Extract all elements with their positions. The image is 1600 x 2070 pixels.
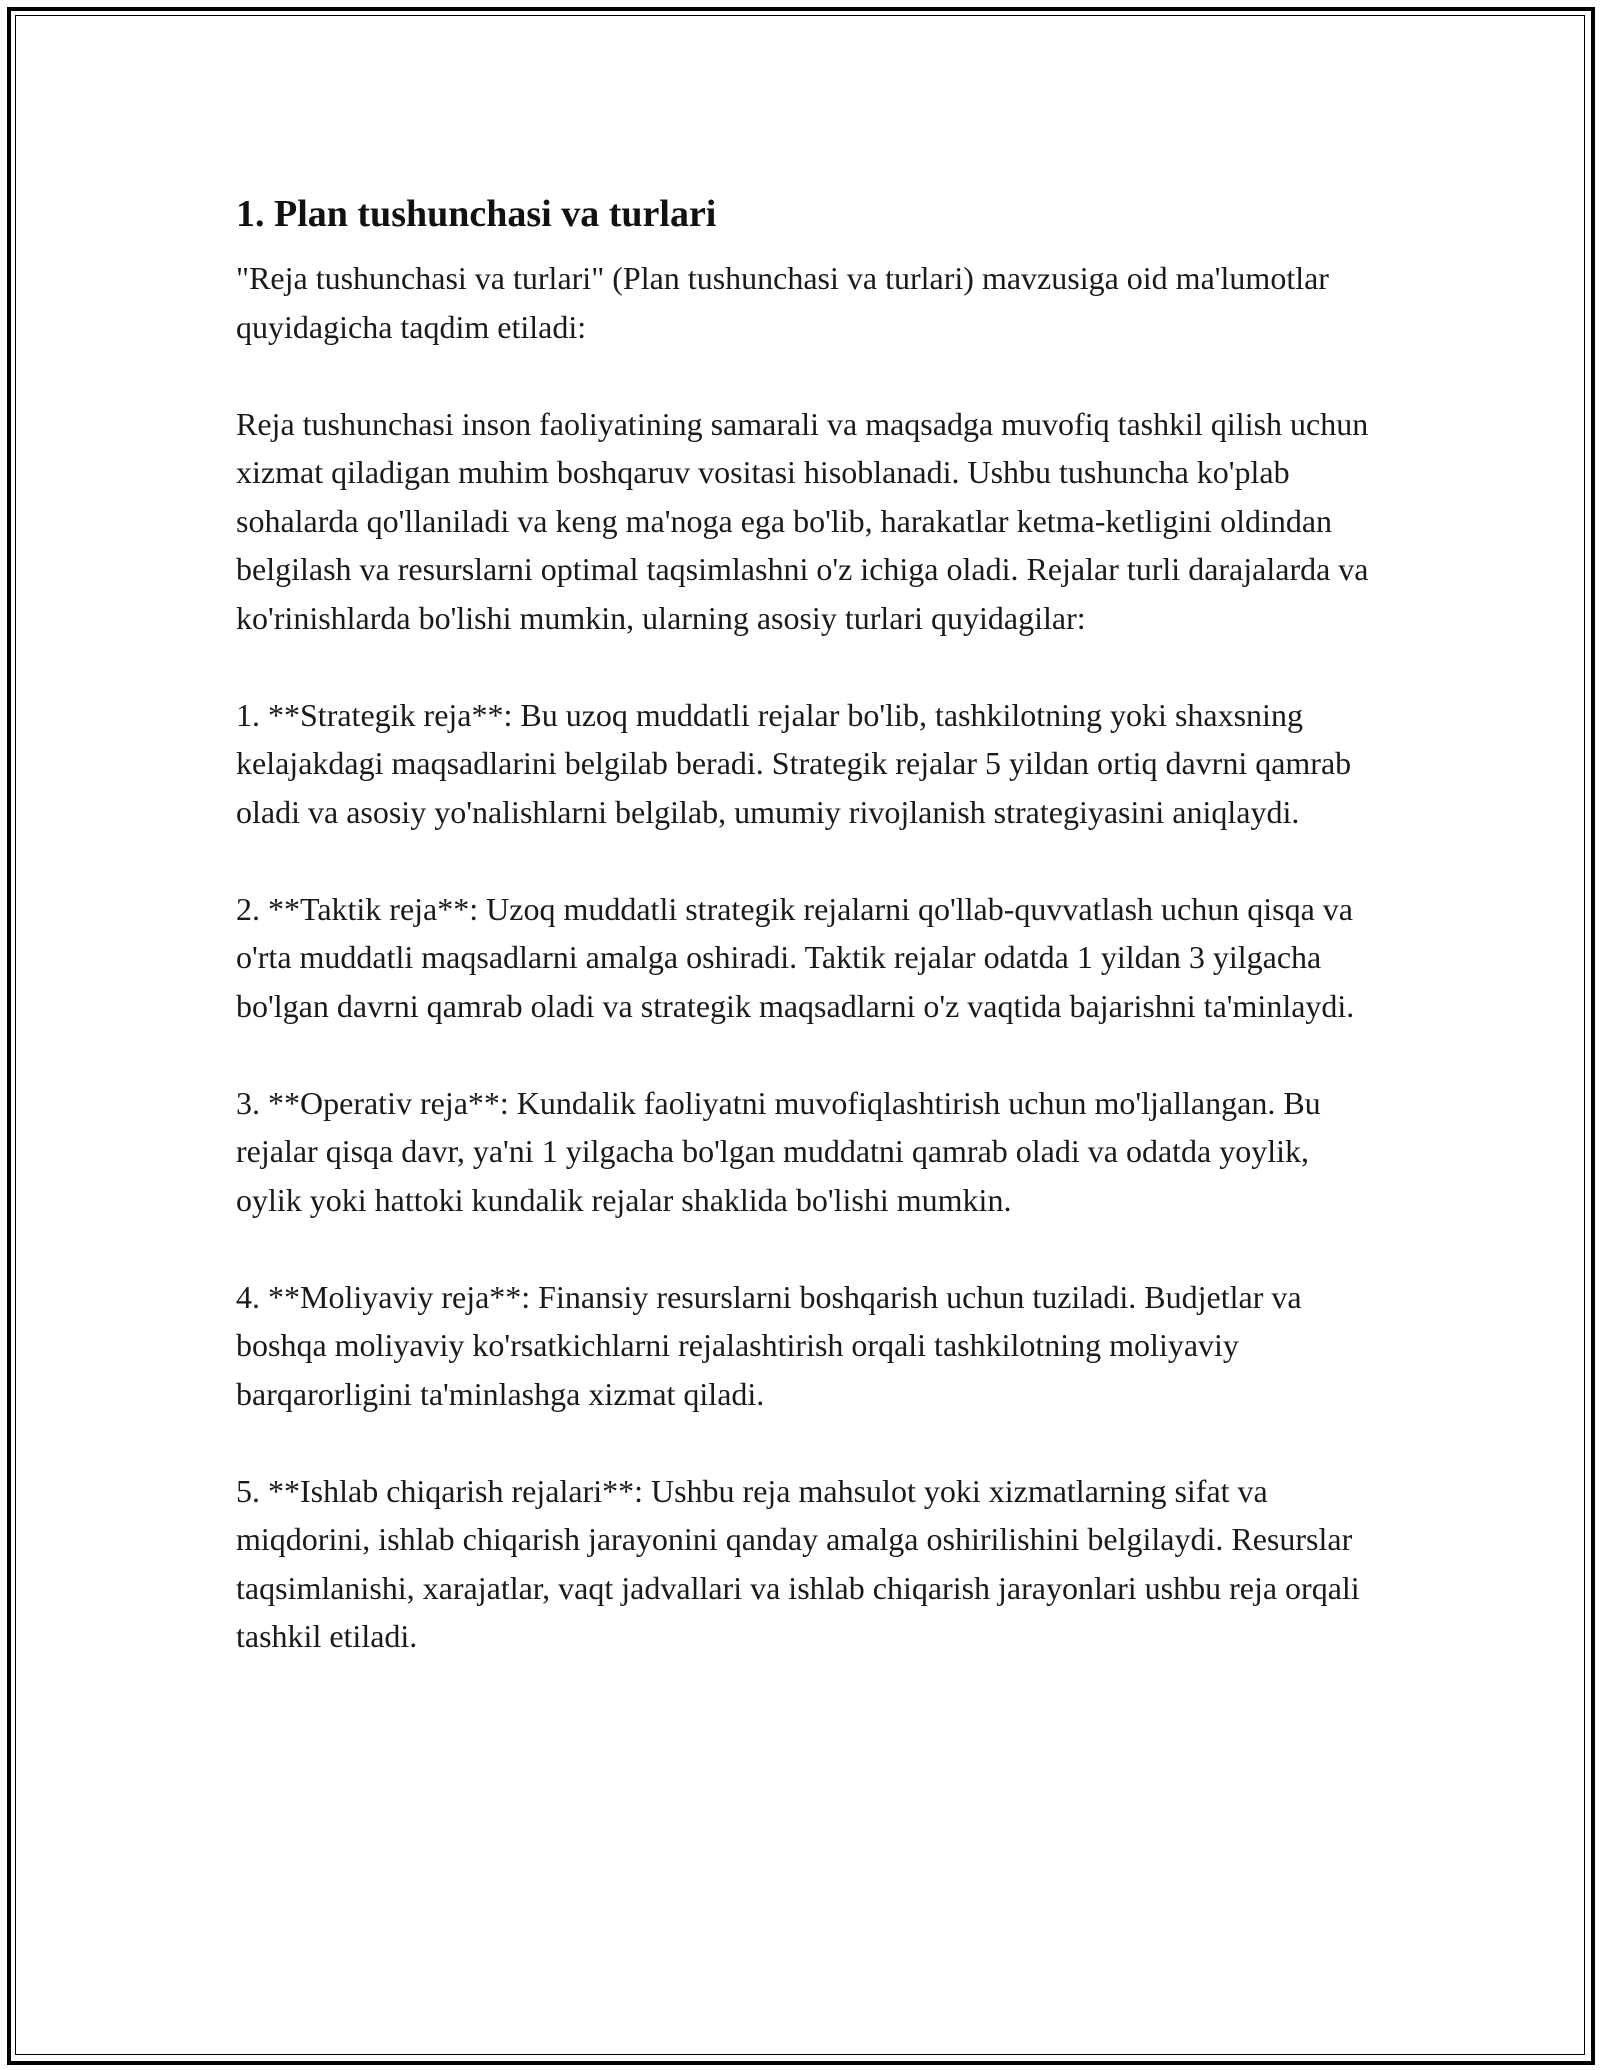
list-item-operative-plan: 3. **Operativ reja**: Kundalik faoliyatni muvofiqlashtirish uchun mo'ljallangan. Bu rejalar qisqa davr, ya'ni 1 yilgacha bo'lgan muddatni qamrab oladi va odatda yoylik, oylik yoki hattoki kundalik rejalar shaklida bo'lishi mumkin. [236,1084,1321,1218]
document-body [236,188,1376,1661]
document-title: 1. Plan tushunchasi va turlari [236,193,717,235]
list-item-financial-plan: 4. **Moliyaviy reja**: Finansiy resurslarni boshqarish uchun tuziladi. Budjetlar va boshqa moliyaviy ko'rsatkichlarni rejalashtirish orqali tashkilotning moliyaviy barqarorligini ta'minlashga xizmat qiladi. [236,1278,1302,1412]
list-item-strategic-plan: 1. **Strategik reja**: Bu uzoq muddatli rejalar bo'lib, tashkilotning yoki shaxsning kelajakdagi maqsadlarini belgilab beradi. Strategik rejalar 5 yildan ortiq davrni qamrab oladi va asosiy yo'nalishlarni belgilab, umumiy rivojlanish strategiyasini aniqlaydi. [236,696,1352,830]
intro-paragraph: "Reja tushunchasi va turlari" (Plan tushunchasi va turlari) mavzusiga oid ma'lumotlar quyidagicha taqdim etiladi: [236,260,1329,345]
list-item-production-plan: 5. **Ishlab chiqarish rejalari**: Ushbu reja mahsulot yoki xizmatlarning sifat va miqdorini, ishlab chiqarish jarayonini qanday amalga oshirilishini belgilaydi. Resurslar taqsimlanishi, xarajatlar, vaqt jadvallari va ishlab chiqarish jarayonlari ushbu reja orqali tashkil etiladi. [236,1472,1360,1654]
definition-paragraph: Reja tushunchasi inson faoliyatining samarali va maqsadga muvofiq tashkil qilish uchun xizmat qiladigan muhim boshqaruv vositasi hisoblanadi. Ushbu tushuncha ko'plab sohalarda qo'llaniladi va keng ma'noga ega bo'lib, harakatlar ketma-ketligini oldindan belgilash va resurslarni optimal taqsimlashni o'z ichiga oladi. Rejalar turli darajalarda va ko'rinishlarda bo'lishi mumkin, ularning asosiy turlari quyidagilar: [236,405,1369,636]
list-item-tactical-plan: 2. **Taktik reja**: Uzoq muddatli strategik rejalarni qo'llab-quvvatlash uchun qisqa va o'rta muddatli maqsadlarni amalga oshiradi. Taktik rejalar odatda 1 yildan 3 yilgacha bo'lgan davrni qamrab oladi va strategik maqsadlarni o'z vaqtida bajarishni ta'minlaydi. [236,890,1355,1024]
